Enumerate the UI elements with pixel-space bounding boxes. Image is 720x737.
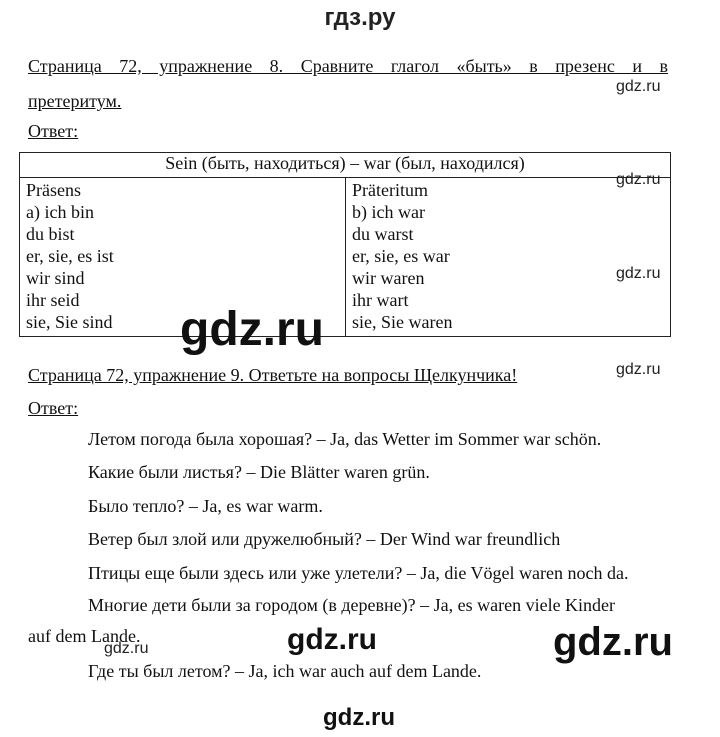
praesens-line: a) ich bin [26, 202, 94, 222]
watermark-text: gdz.ru [287, 623, 377, 656]
watermark-text: gdz.ru [180, 303, 324, 356]
praesens-line: Präsens [26, 180, 81, 200]
watermark-text: gdz.ru [104, 640, 149, 657]
praeteritum-line: er, sie, es war [352, 246, 450, 266]
praesens-line: sie, Sie sind [26, 312, 113, 332]
exercise-9-heading: Страница 72, упражнение 9. Ответьте на вопросы Щелкунчика! [28, 365, 518, 385]
answer-line: Птицы еще были здесь или уже улетели? – Ja, die Vögel waren noch da. [88, 563, 629, 583]
answer-line: auf dem Lande. [28, 626, 141, 646]
praeteritum-line: ihr wart [352, 290, 409, 310]
exercise-8-answer-label: Ответ: [28, 121, 79, 141]
praeteritum-line: sie, Sie waren [352, 312, 453, 332]
praeteritum-column [346, 178, 671, 337]
answer-line: Где ты был летом? – Ja, ich war auch auf dem Lande. [88, 661, 482, 681]
table-header-row [20, 153, 671, 178]
answer-line: Какие были листья? – Die Blätter waren grün. [88, 462, 430, 482]
praeteritum-line: Präteritum [352, 180, 428, 200]
watermark-text: gdz.ru [323, 704, 395, 731]
answer-line: Ветер был злой или дружелюбный? – Der Wind war freundlich [88, 529, 561, 549]
praesens-line: wir sind [26, 268, 85, 288]
praeteritum-line: b) ich war [352, 202, 425, 222]
exercise-8-heading: Страница 72, упражнение 8. Сравните глагол «быть» в презенс и в [28, 56, 668, 76]
exercise-9-answer-label: Ответ: [28, 398, 79, 418]
table-header: Sein (быть, находиться) – war (был, находился) [20, 153, 671, 178]
watermark-text: gdz.ru [553, 620, 673, 664]
answer-line: Было тепло? – Ja, es war warm. [88, 496, 323, 516]
exercise-8-heading-cont: претеритум. [28, 91, 122, 111]
praesens-line: er, sie, es ist [26, 246, 114, 266]
answer-line: Многие дети были за городом (в деревне)? – Ja, es waren viele Kinder [88, 595, 616, 615]
watermark-text: gdz.ru [616, 361, 661, 378]
watermark-text: gdz.ru [616, 78, 661, 95]
site-title: гдз.ру [324, 4, 396, 31]
praeteritum-line: du warst [352, 224, 414, 244]
praesens-line: ihr seid [26, 290, 80, 310]
praeteritum-line: wir waren [352, 268, 425, 288]
table-row [20, 178, 671, 337]
verb-conjugation-table [19, 152, 671, 337]
watermark-text: gdz.ru [616, 171, 661, 188]
watermark-text: gdz.ru [616, 265, 661, 282]
answer-line: Летом погода была хорошая? – Ja, das Wetter im Sommer war schön. [88, 429, 602, 449]
praesens-line: du bist [26, 224, 75, 244]
